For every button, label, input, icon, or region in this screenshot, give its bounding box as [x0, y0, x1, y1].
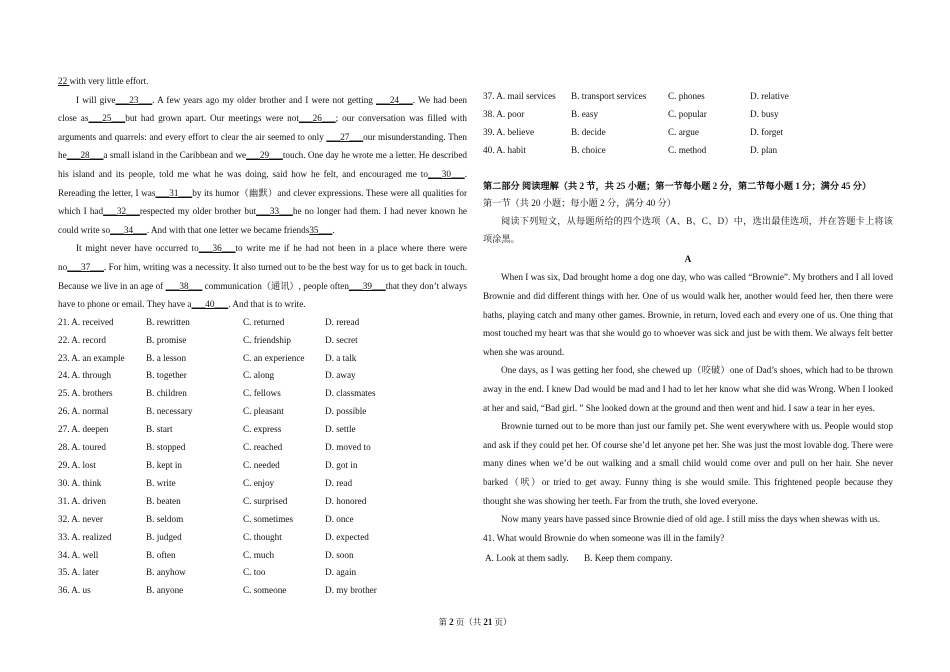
option-cell: 34. A. well — [58, 549, 99, 560]
option-cell: C. enjoy — [243, 477, 275, 488]
option-cell: C. sometimes — [243, 513, 294, 524]
option-cell: 38. A. poor — [483, 108, 525, 119]
question-41-options — [483, 547, 674, 569]
option-cell: B. often — [146, 549, 176, 560]
option-cell: C. fellows — [243, 388, 281, 399]
blank: ___28___ — [66, 150, 104, 161]
text-run: It might never have occurred to — [76, 243, 199, 254]
option-cell: D. expected — [325, 531, 369, 542]
option-row — [58, 564, 467, 582]
option-cell: B. necessary — [146, 406, 193, 417]
option-cell: B. anyone — [146, 585, 184, 596]
option-cell: D. settle — [325, 424, 356, 435]
blank: ___38___ — [165, 280, 203, 291]
blank: ___25___ — [88, 113, 126, 124]
option-row — [58, 475, 467, 493]
option-cell: C. friendship — [243, 334, 291, 345]
text-run: ; our conversation was filled with arguments and quarrels: and every effort to clear the air seemed to only — [58, 113, 467, 142]
blank: ___24___ — [376, 94, 413, 105]
right-column — [483, 88, 893, 569]
blank: ___29___ — [246, 150, 283, 161]
blank: ___30___ — [427, 168, 465, 179]
passage-paragraph: Brownie turned out to be more than just our family pet. She went everywhere with us. People would stop and ask if they could pet her. Of course she’d let anyone pet her. She was just the most lovable dog. There were many dines when we’d be out walking and a small child would come over and pull on her hair. She never barked（吠）or tried to get away. Funny thing is she would smile. This frightened people because they thought she was showing her teeth. Far from the truth, she loved everyone. — [483, 421, 893, 506]
option-row — [58, 314, 467, 332]
option-row — [58, 529, 467, 547]
text-run: he no longer had them. I had never known he could write so — [58, 206, 467, 235]
option-cell: D. again — [325, 567, 357, 578]
blank: ___27___ — [326, 131, 364, 142]
blank: ___37___ — [67, 261, 104, 272]
option-cell: C. an experience — [243, 352, 305, 363]
option-cell: 36. A. us — [58, 585, 91, 596]
option-cell: C. argue — [668, 126, 699, 137]
option-cell: 40. A. habit — [483, 144, 526, 155]
cloze-paragraph-2 — [58, 239, 467, 313]
blank: ___40___ — [191, 299, 229, 310]
options-table-right — [483, 88, 893, 160]
text-run: . Rereading the letter, I was — [58, 168, 467, 198]
option-cell: 25. A. brothers — [58, 388, 113, 399]
blank: ___31___ — [155, 187, 193, 198]
option-cell: C. thought — [243, 531, 282, 542]
text-run: but had grown apart. Our meetings were not — [125, 113, 299, 124]
blank: ___36___ — [198, 243, 236, 254]
question-41: 41. What would Brownie do when someone was ill in the family? — [483, 532, 725, 543]
option-cell: D. my brother — [325, 585, 377, 596]
option-row — [58, 385, 467, 403]
option-cell: D. honored — [325, 495, 367, 506]
instruction: 阅读下列短文，从每题所给的四个选项（A、B、C、D）中，选出最佳选项，并在答题卡上将该项涂黑。 — [483, 215, 893, 245]
option-row — [58, 367, 467, 385]
blank: ___26___ — [298, 113, 336, 124]
text-run: . And with that one letter we became friends — [146, 224, 310, 235]
option-cell: 21. A. received — [58, 316, 114, 327]
cloze-paragraph-1 — [58, 91, 467, 240]
options-table-left — [58, 314, 467, 601]
option-cell: B. seldom — [146, 513, 184, 524]
option-cell: C. returned — [243, 316, 285, 327]
text-run: a small island in the Caribbean and we — [103, 150, 247, 161]
option-row — [58, 493, 467, 511]
text-run: that they don’t always have to phone or email. They have a — [58, 280, 467, 310]
option-cell: D. soon — [325, 549, 354, 560]
option-cell: C. much — [243, 549, 275, 560]
option-cell: B. kept in — [146, 459, 182, 470]
option-cell: 22. A. record — [58, 334, 106, 345]
option-cell: 39. A. believe — [483, 126, 535, 137]
footer-mid: 页（共 — [453, 617, 484, 627]
option-cell: 29. A. lost — [58, 459, 96, 470]
option-cell: C. needed — [243, 459, 280, 470]
option-row — [483, 142, 893, 160]
option-cell: D. moved to — [325, 442, 371, 453]
option-cell: B. a lesson — [146, 352, 187, 363]
footer-pre: 第 — [438, 617, 450, 627]
passage-fragment-first — [58, 72, 467, 91]
text-run: . For him, writing was a necessity. It also turned out to be the best way for us to get back in touch. Because we live in an age of — [58, 261, 467, 291]
option-cell: C. phones — [668, 91, 705, 101]
passage-label: A — [684, 253, 692, 264]
option-cell: B. anyhow — [146, 567, 186, 578]
option-cell: 32. A. never — [58, 513, 103, 524]
answer-a: A. Look at them sadly. — [485, 553, 569, 564]
option-cell: 27. A. deepen — [58, 424, 109, 435]
page-footer — [0, 616, 950, 628]
passage-paragraph: When I was six, Dad brought home a dog one day, who was called “Brownie”. My brothers and I all loved Brownie and did different things with her. One of us would walk her, another would feed her, then there were baths, playing catch and many other games. Brownie, in return, loved each and every one of us. One thing that most touched my heart was that she would go to whoever was sick and just be with them. We always felt better when she was around. — [483, 272, 893, 357]
footer-page-number: 2 — [449, 617, 454, 627]
option-row — [58, 350, 467, 368]
option-cell: C. surprised — [243, 495, 288, 506]
option-row — [58, 511, 467, 529]
option-cell: D. reread — [325, 316, 360, 327]
option-cell: B. judged — [146, 531, 182, 542]
option-cell: C. express — [243, 424, 282, 435]
option-cell: D. possible — [325, 406, 367, 417]
option-cell: B. choice — [571, 144, 606, 155]
option-cell: D. once — [325, 513, 354, 524]
option-cell: B. start — [146, 424, 173, 435]
text-run: . A few years ago my older brother and I were not getting — [152, 94, 377, 105]
option-cell: C. reached — [243, 442, 283, 453]
option-cell: D. away — [325, 370, 356, 381]
footer-post: 页） — [492, 617, 512, 627]
option-cell: B. stopped — [146, 442, 186, 453]
option-cell: B. together — [146, 370, 187, 381]
text-run: . We had been close as — [58, 94, 467, 124]
blank: ___23___ — [115, 94, 153, 105]
blank: ___34___ — [110, 224, 147, 235]
text-run: respected my older brother but — [139, 206, 257, 217]
option-cell: 23. A. an example — [58, 352, 125, 363]
part-title: 第二部分 阅读理解（共 2 节，共 25 小题；第一节每小题 2 分，第二节每小题 1 分；满分 45 分） — [483, 180, 872, 191]
blank: 22 — [58, 76, 70, 86]
answer-b: B. Keep them company. — [584, 553, 673, 564]
text-run: communication（通讯）, people often — [202, 280, 349, 291]
passage-paragraph: Now many years have passed since Brownie died of old age. I still miss the days when shewas with us. — [501, 514, 880, 525]
option-cell: 33. A. realized — [58, 531, 112, 542]
option-cell: D. busy — [750, 108, 779, 119]
option-cell: 26. A. normal — [58, 406, 109, 417]
option-row — [58, 547, 467, 565]
text-run: I will give — [76, 94, 116, 105]
option-cell: D. plan — [750, 144, 778, 155]
option-cell: C. someone — [243, 585, 287, 596]
blank: ___39___ — [348, 280, 386, 291]
option-cell: 24. A. through — [58, 370, 112, 381]
text-run: by its humor（幽默）and clever expressions. These were all qualities for which I had — [58, 187, 467, 217]
text-run: . And that is to write. — [228, 299, 306, 310]
option-cell: C. popular — [668, 108, 707, 119]
option-cell: B. promise — [146, 334, 187, 345]
section-title: 第一节（共 20 小题；每小题 2 分，满分 40 分） — [483, 197, 676, 208]
text-run: with very little effort. — [69, 76, 149, 86]
option-row — [58, 403, 467, 421]
text-run: touch. One day he wrote me a letter. He described his island and its people, told me what he was doing, said how he felt, and encouraged me to — [58, 150, 467, 179]
option-cell: B. rewritten — [146, 316, 190, 327]
option-row — [58, 582, 467, 600]
option-cell: 30. A. think — [58, 477, 102, 488]
option-cell: D. read — [325, 477, 353, 488]
option-cell: C. along — [243, 370, 275, 381]
option-cell: C. method — [668, 144, 707, 155]
text-run: to write me if he had not been in a place where there were no — [58, 243, 468, 272]
option-cell: B. children — [146, 388, 187, 399]
option-row — [58, 457, 467, 475]
option-cell: D. secret — [325, 334, 358, 345]
option-cell: C. pleasant — [243, 406, 284, 417]
blank: ___32___ — [103, 206, 140, 217]
left-column — [58, 72, 467, 600]
option-cell: D. forget — [750, 126, 783, 137]
option-cell: 35. A. later — [58, 567, 99, 578]
text-run: our misunderstanding. Then he — [58, 131, 467, 161]
option-cell: B. easy — [571, 108, 599, 119]
option-row — [483, 124, 893, 142]
option-cell: 37. A. mail services — [483, 91, 556, 101]
option-cell: 28. A. toured — [58, 442, 106, 453]
option-row — [483, 106, 893, 124]
option-cell: D. got in — [325, 459, 358, 470]
option-row — [58, 439, 467, 457]
passage-paragraph: One days, as I was getting her food, she chewed up（咬破）one of Dad’s shoes, which had to be thrown away in the end. I knew Dad would be mad and I had to let her know what she did was Wrong. When I looked at her and said, “Bad girl. ” She looked down at the ground and then went and hid. I saw a tear in her eyes. — [483, 365, 893, 413]
footer-total-pages: 21 — [483, 617, 493, 627]
option-cell: C. too — [243, 567, 266, 578]
option-cell: B. beaten — [146, 495, 181, 506]
blank: ___33___ — [256, 206, 293, 217]
option-cell: B. decide — [571, 126, 606, 137]
option-row — [58, 421, 467, 439]
blank: 35___ — [309, 224, 333, 235]
option-row — [483, 88, 893, 106]
reading-passage — [483, 268, 893, 528]
option-cell: B. transport services — [571, 91, 647, 101]
option-cell: 31. A. driven — [58, 495, 106, 506]
text-run: . — [332, 224, 335, 235]
option-cell: D. a talk — [325, 352, 357, 363]
option-cell: D. classmates — [325, 388, 376, 399]
option-row — [58, 332, 467, 350]
option-cell: D. relative — [750, 91, 789, 101]
option-cell: B. write — [146, 477, 176, 488]
